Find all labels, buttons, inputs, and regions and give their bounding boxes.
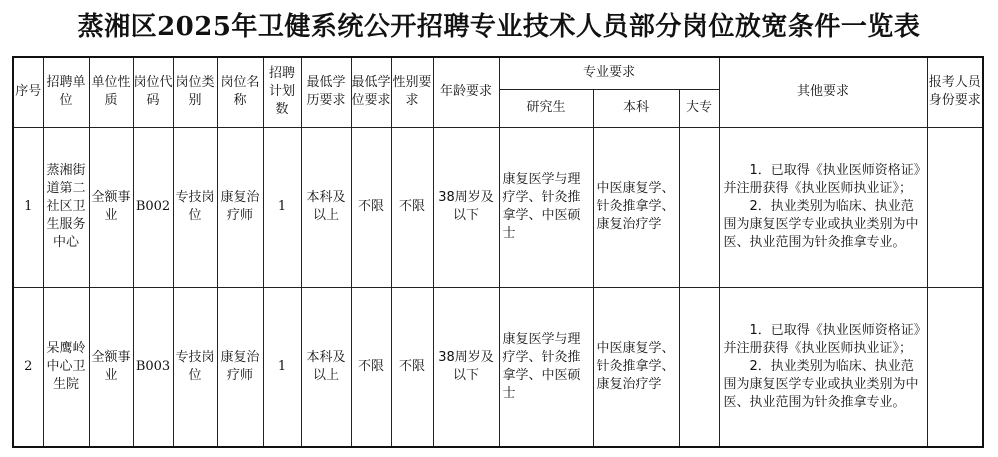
row-name: 康复治疗师 <box>217 287 263 447</box>
row-degree: 不限 <box>351 127 391 287</box>
header-nature: 单位性质 <box>89 57 133 127</box>
row-name: 康复治疗师 <box>217 127 263 287</box>
row-age: 38周岁及以下 <box>433 287 499 447</box>
positions-table <box>12 56 984 448</box>
other-requirement-2: 2．执业类别为临床、执业范围为康复医学专业或执业类别为中医、执业范围为针灸推拿专业。 <box>723 199 919 250</box>
header-age: 年龄要求 <box>433 57 499 127</box>
row-edu: 本科及以上 <box>301 287 351 447</box>
row-gender: 不限 <box>391 127 433 287</box>
page-title: 蒸湘区2025年卫健系统公开招聘专业技术人员部分岗位放宽条件一览表 <box>77 12 921 42</box>
header-gender: 性别要求 <box>391 57 433 127</box>
row-identity <box>927 127 983 287</box>
row-college-major <box>679 127 719 287</box>
header-degree: 最低学位要求 <box>351 57 391 127</box>
header-college: 大专 <box>679 89 719 127</box>
header-seq: 序号 <box>13 57 43 127</box>
other-requirement-1: 1．已取得《执业医师资格证》并注册获得《执业医师执业证》； <box>723 322 921 356</box>
row-plan: 1 <box>263 287 301 447</box>
row-bachelor-major: 中医康复学、针灸推拿学、康复治疗学 <box>593 287 679 447</box>
header-grad: 研究生 <box>499 89 593 127</box>
row-gender: 不限 <box>391 287 433 447</box>
row-bachelor-major: 中医康复学、针灸推拿学、康复治疗学 <box>593 127 679 287</box>
header-other: 其他要求 <box>719 57 927 127</box>
other-requirement-1: 1．已取得《执业医师资格证》并注册获得《执业医师执业证》； <box>723 163 921 196</box>
row-identity <box>927 287 983 447</box>
header-category: 岗位类别 <box>173 57 217 127</box>
row-code: B002 <box>133 127 173 287</box>
header-unit: 招聘单位 <box>43 57 89 127</box>
row-other-requirements <box>719 127 927 287</box>
other-requirement-2: 2．执业类别为临床、执业范围为康复医学专业或执业类别为中医、执业范围为针灸推拿专业。 <box>723 358 919 410</box>
header-name: 岗位名称 <box>217 57 263 127</box>
row-grad-major: 康复医学与理疗学、针灸推拿学、中医硕士 <box>499 287 593 447</box>
table-row <box>13 287 983 447</box>
header-identity: 报考人员身份要求 <box>927 57 983 127</box>
header-edu: 最低学历要求 <box>301 57 351 127</box>
row-age: 38周岁及以下 <box>433 127 499 287</box>
row-unit: 蒸湘街道第二社区卫生服务中心 <box>43 127 89 287</box>
header-row <box>13 57 983 89</box>
row-college-major <box>679 287 719 447</box>
row-category: 专技岗位 <box>173 287 217 447</box>
row-grad-major: 康复医学与理疗学、针灸推拿学、中医硕士 <box>499 127 593 287</box>
row-code: B003 <box>133 287 173 447</box>
row-seq: 1 <box>13 127 43 287</box>
table-row <box>13 127 983 287</box>
header-code: 岗位代码 <box>133 57 173 127</box>
row-degree: 不限 <box>351 287 391 447</box>
header-major: 专业要求 <box>499 57 719 89</box>
header-plan: 招聘计划数 <box>263 57 301 127</box>
row-edu: 本科及以上 <box>301 127 351 287</box>
row-unit: 呆鹰岭中心卫生院 <box>43 287 89 447</box>
header-bachelor: 本科 <box>593 89 679 127</box>
row-other-requirements <box>719 287 927 447</box>
row-plan: 1 <box>263 127 301 287</box>
row-nature: 全额事业 <box>89 287 133 447</box>
row-nature: 全额事业 <box>89 127 133 287</box>
row-category: 专技岗位 <box>173 127 217 287</box>
row-seq: 2 <box>13 287 43 447</box>
